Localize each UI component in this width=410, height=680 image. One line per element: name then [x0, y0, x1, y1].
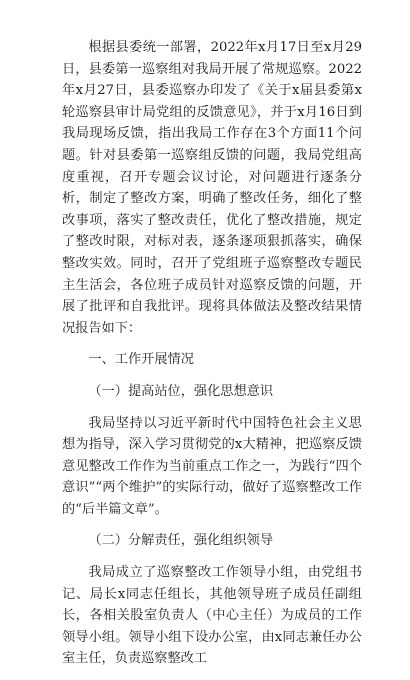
intro-paragraph: 根据县委统一部署，2022年x月17日至x月29日，县委第一巡察组对我局开展了常规巡察。2022年x月27日，县委巡察办印发了《关于x届县委第x轮巡察县审计局党组的反馈意见》，并于x月16日到我局现场反馈，指出我局工作存在3个方面11个问题。针对县委第一巡察组反馈的问题，我局党组高度重视，召开专题会议讨论，对问题进行逐条分析，制定了整改方案，明确了整改任务，细化了整改事项，落实了整改责任，优化了整改措施，规定了整改时限，对标对表，逐条逐项狠抓落实，确保整改实效。同时，召开了党组班子巡察整改专题民主生活会，各位班子成员针对巡察反馈的问题，开展了批评和自我批评。现将具体做法及整改结果情况报告如下：: [62, 40, 362, 336]
section-heading: 一、工作开展情况: [88, 352, 194, 368]
subsection-title-2: （二）分解责任，强化组织领导: [88, 533, 274, 549]
subsection-body-2: 我局成立了巡察整改工作领导小组，由党组书记、局长x同志任组长，其他领导班子成员任副组长，各相关股室负责人（中心主任）为成员的工作领导小组。领导小组下设办公室，由x同志兼任办公室主任，负责巡察整改工: [62, 565, 362, 667]
document-body: [62, 37, 362, 680]
subsection-body-1: 我局坚持以习近平新时代中国特色社会主义思想为指导，深入学习贯彻党的x大精神，把巡察反馈意见整改工作作为当前重点工作之一，为践行“四个意识”“两个维护”的实际行动，做好了巡察整改工作的“后半篇文章”。: [62, 415, 362, 517]
subsection-title-1: （一）提高站位，强化思想意识: [88, 383, 274, 399]
